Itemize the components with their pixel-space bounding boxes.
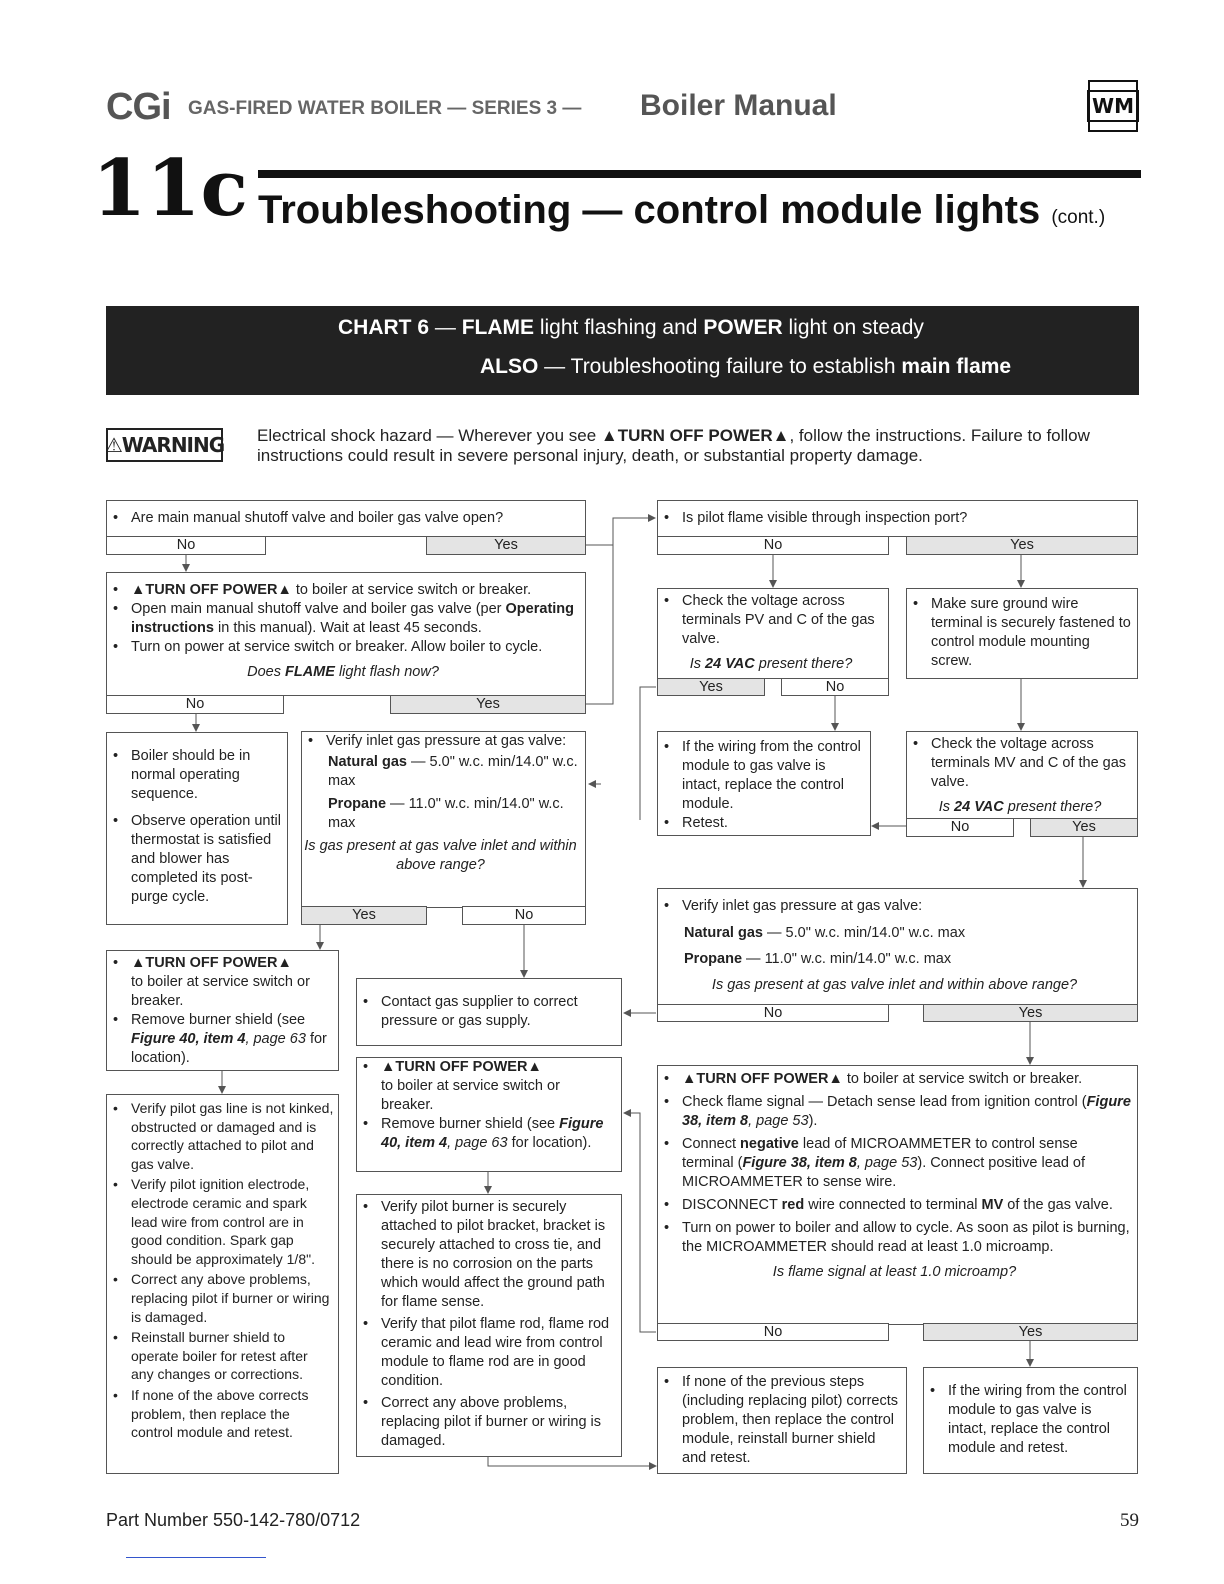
step-remove-burner-shield-1: • ▲TURN OFF POWER▲ to boiler at service switch or breaker. • Remove burner shield (see Figure 40, item 4, page 63 for location). — [106, 950, 339, 1071]
k-no-label: No — [781, 678, 889, 696]
step-verify-inlet-pressure-1: • Verify inlet gas pressure at gas valve: Natural gas — 5.0" w.c. min/14.0" w.c. max Propane — 11.0" w.c. min/14.0" w.c. max Is gas present at gas valve inlet and within above range? — [301, 731, 586, 908]
n-no-label: No — [906, 818, 1014, 837]
part-number: Part Number 550-142-780/0712 — [106, 1510, 361, 1530]
n-yes-label: Yes — [1030, 818, 1138, 837]
page-title: Troubleshooting — control module lights (cont.) — [258, 188, 1106, 232]
brand-logo-text: CGi — [106, 86, 171, 128]
step-contact-gas-supplier: • Contact gas supplier to correct pressure or gas supply. — [356, 978, 622, 1046]
step-verify-pilot-burner: • Verify pilot burner is securely attached to pilot bracket, bracket is securely attached to cross tie, and there is no corrosion on the parts which would affect the ground path for flame sense. • Verify that pilot flame rod, flame rod ceramic and lead wire from control module to flame rod are in good condition. • Correct any above problems, replacing pilot if burner or wiring is damaged. — [356, 1194, 622, 1457]
wm-logo-icon: WM — [1088, 80, 1138, 132]
step-verify-pilot-gas-line: • Verify pilot gas line is not kinked, obstructed or damaged and is correctly attached to pilot and gas valve. • Verify pilot ignition electrode, electrode ceramic and spark lead wire from control are in good condition. Spark gap should be approximately 1/8". • Correct any above problems, replacing pilot if burner or wiring is damaged. • Reinstall burner shield to operate boiler for retest after any changes or corrections. • If none of the above corrects problem, then replace the control module and retest. — [106, 1094, 339, 1474]
section-number: 11c — [92, 143, 249, 234]
step-remove-burner-shield-2: • ▲TURN OFF POWER▲ to boiler at service switch or breaker. • Remove burner shield (see Figure 40, item 4, page 63 for location). — [356, 1057, 622, 1172]
chart-banner-line1: CHART 6 — FLAME light flashing and POWER light on steady — [338, 316, 924, 339]
j-yes-label: Yes — [906, 536, 1138, 555]
step-normal-operation: • Boiler should be in normal operating sequence. • Observe operation until thermostat is satisfied and blower has completed its post-purge cycle. — [106, 732, 288, 925]
j-no-label: No — [657, 536, 889, 555]
o-no-label: No — [657, 1004, 889, 1022]
step-ground-wire: • Make sure ground wire terminal is securely fastened to control module mounting screw. — [906, 588, 1138, 679]
header-subtitle: GAS-FIRED WATER BOILER — SERIES 3 — — [188, 98, 582, 119]
page-number: 59 — [1120, 1510, 1139, 1531]
b-yes-label: Yes — [390, 695, 586, 714]
a-no-label: No — [106, 536, 266, 555]
step-replace-control-module-1: • If the wiring from the control module to gas valve is intact, replace the control module. • Retest. — [657, 731, 871, 836]
b-no-label: No — [106, 695, 284, 714]
title-suffix: (cont.) — [1051, 207, 1106, 228]
p-no-label: No — [657, 1323, 889, 1341]
k-yes-label: Yes — [657, 678, 765, 696]
step-text: • Are main manual shutoff valve and boiler gas valve open? — [107, 509, 579, 528]
warning-label: ⚠WARNING — [106, 428, 223, 462]
o-yes-label: Yes — [923, 1004, 1138, 1022]
step-check-valves — [106, 500, 586, 537]
step-check-voltage-mv: • Check the voltage across terminals MV and C of the gas valve. Is 24 VAC present there? — [906, 731, 1138, 819]
step-check-flame-signal: • ▲TURN OFF POWER▲ to boiler at service switch or breaker. • Check flame signal — Detach sense lead from ignition control (Figure 38, item 8, page 53). • Connect negative lead of MICROAMMETER to control sense terminal (Figure 38, item 8, page 53). Connect positive lead of MICROAMMETER to sense wire. • DISCONNECT red wire connected to terminal MV of the gas valve. • Turn on power to boiler and allow to cycle. As soon as pilot is burning, the MICROAMMETER should read at least 1.0 microamp. Is flame signal at least 1.0 microamp? — [657, 1065, 1138, 1325]
a-yes-label: Yes — [426, 536, 586, 555]
d-yes-label: Yes — [301, 906, 427, 925]
step-replace-control-module-3: • If the wiring from the control module to gas valve is intact, replace the control module and retest. — [923, 1367, 1138, 1474]
header-manual-title: Boiler Manual — [640, 89, 837, 122]
step-verify-inlet-pressure-2: • Verify inlet gas pressure at gas valve: Natural gas — 5.0" w.c. min/14.0" w.c. max Propane — 11.0" w.c. min/14.0" w.c. max Is gas present at gas valve inlet and within above range? — [657, 888, 1138, 1005]
step-replace-control-module-2: • If none of the previous steps (including replacing pilot) corrects problem, then replace the control module, reinstall burner shield and retest. — [657, 1367, 907, 1474]
chart-banner-line2: ALSO — Troubleshooting failure to establish main flame — [480, 355, 1012, 378]
step-check-voltage-pv: • Check the voltage across terminals PV and C of the gas valve. Is 24 VAC present there? — [657, 588, 889, 679]
warning-text: Electrical shock hazard — Wherever you see ▲TURN OFF POWER▲, follow the instructions. Failure to follow instructions could result in severe personal injury, death, or substantial property damage. — [257, 426, 1090, 465]
footer-link-underline — [126, 1557, 266, 1558]
d-no-label: No — [462, 906, 586, 925]
step-pilot-flame-visible: • Is pilot flame visible through inspection port? — [657, 500, 1138, 537]
step-turn-off-power: • ▲TURN OFF POWER▲ to boiler at service switch or breaker. • Open main manual shutoff valve and boiler gas valve (per Operating instructions in this manual). Wait at least 45 seconds. • Turn on power at service switch or breaker. Allow boiler to cycle. Does FLAME light flash now? — [106, 572, 586, 696]
p-yes-label: Yes — [923, 1323, 1138, 1341]
